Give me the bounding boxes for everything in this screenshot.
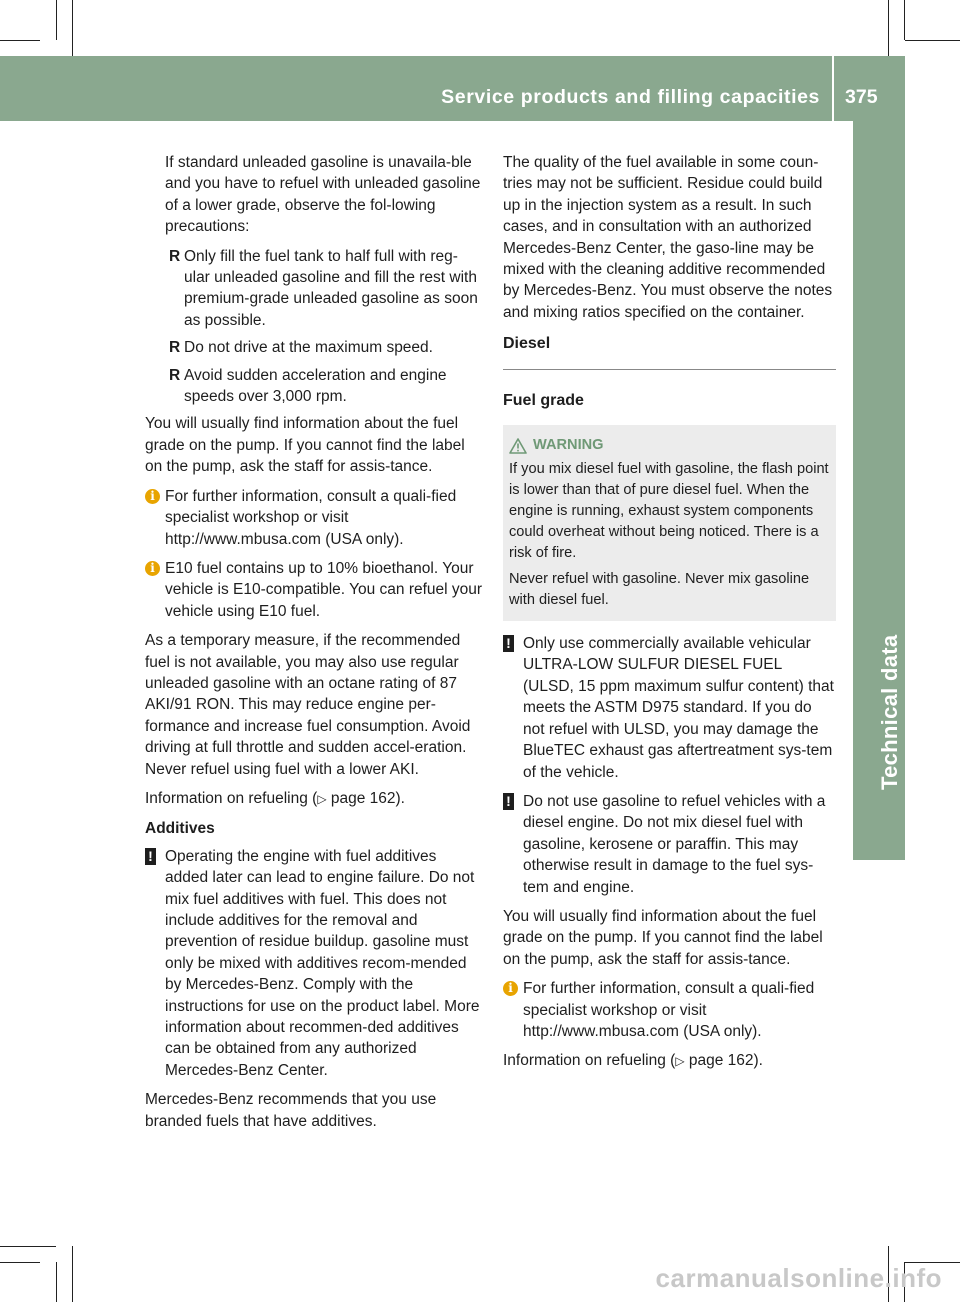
side-block <box>853 816 905 860</box>
crop-mark <box>905 40 960 41</box>
watermark: carmanualsonline.info <box>655 1263 942 1293</box>
info-note <box>503 978 836 1042</box>
list-item: R Avoid sudden acceleration and engine speeds over 3,000 rpm. <box>169 366 447 406</box>
notice-note <box>145 846 483 1081</box>
info-text: E10 fuel contains up to 10% bioethanol. Your vehicle is E10-compatible. You can refuel your vehicle using E10 fuel. <box>165 559 483 620</box>
crop-mark <box>0 40 40 41</box>
info-text: For further information, consult a quali-fied specialist workshop or visit http://www.mbusa.com (USA only). <box>523 980 815 1040</box>
crop-mark <box>72 1246 73 1302</box>
info-icon: i <box>145 489 160 504</box>
fuel-quality-paragraph: The quality of the fuel available in some coun-tries may not be sufficient. Residue could build up in the injection system as a result. In such cases, and in consultation with an authorized Mercedes-Benz Center, the gaso-line may be mixed with the cleaning additive recommended by Mercedes-Benz. You must observe the notes and mixing ratios specified on the container. <box>503 154 833 321</box>
side-tab-label: Technical data <box>877 634 902 790</box>
intro-paragraph: If standard unleaded gasoline is unavaila-ble and you have to refuel with unleaded gasoline of a lower grade, observe the fol-lowing precautions: <box>165 154 481 236</box>
notice-note <box>503 633 836 783</box>
refuel-reference: Information on refueling (▷ page 162). <box>145 789 405 807</box>
warning-text: If you mix diesel fuel with gasoline, the flash point is lower than that of pure diesel fuel. When the engine is running, exhaust system components could overheat without being noticed. There is a risk of fire. <box>509 461 829 562</box>
pump-paragraph: You will usually find information about the fuel grade on the pump. If you cannot find the label on the pump, ask the staff for assis-tance. <box>503 907 823 968</box>
warning-triangle-icon <box>509 438 527 454</box>
page-arrow-icon: ▷ <box>317 791 327 806</box>
info-icon: i <box>145 561 160 576</box>
crop-mark <box>0 1262 40 1263</box>
bullet-icon: R <box>169 366 181 384</box>
warning-text: Never refuel with gasoline. Never mix gasoline with diesel fuel. <box>509 571 810 609</box>
crop-mark <box>888 0 889 56</box>
notice-icon: ! <box>145 848 156 865</box>
list-item: R Do not drive at the maximum speed. <box>145 337 483 358</box>
info-note <box>145 558 483 622</box>
info-text: For further information, consult a quali-fied specialist workshop or visit http://www.mbusa.com (USA only). <box>165 487 457 548</box>
branded-fuels-paragraph: Mercedes-Benz recommends that you use branded fuels that have additives. <box>145 1091 437 1130</box>
header-title: Service products and filling capacities <box>441 86 820 108</box>
fuel-grade-heading: Fuel grade <box>503 391 584 409</box>
notice-text: Only use commercially available vehicular ULTRA-LOW SULFUR DIESEL FUEL (ULSD, 15 ppm maximum sulfur content) that meets the ASTM D975 standard. If you do not refuel with ULSD, you may damage the BlueTEC exhaust gas aftertreatment sys-tem of the vehicle. <box>523 635 834 781</box>
crop-mark <box>72 0 73 56</box>
page-arrow-icon: ▷ <box>675 1054 685 1069</box>
notice-note <box>503 791 836 898</box>
temporary-measure-paragraph: As a temporary measure, if the recommended fuel is not available, you may also use regular unleaded gasoline with an octane rating of 87 AKI/91 RON. This may reduce engine per-formance and increase fuel consumption. Avoid driving at full throttle and sudden accel-eration. Never refuel using fuel with a lower AKI. <box>145 632 471 778</box>
crop-mark <box>0 1246 56 1247</box>
notice-text: Operating the engine with fuel additives added later can lead to engine failure. Do not mix fuel additives with fuel. This does not include additives for the removal and prevention of residue buildup. gasoline must only be mixed with additives recom-mended by Mercedes-Benz. Comply with the instructions for use on the product label. More information about recommen-ded additives can be obtained from any authorized Mercedes-Benz Center. <box>165 847 480 1079</box>
refuel-reference: Information on refueling (▷ page 162). <box>503 1052 763 1070</box>
additives-heading: Additives <box>145 820 215 838</box>
list-item: R Only fill the fuel tank to half full with reg-ular unleaded gasoline and fill the rest with premium-grade unleaded gasoline as soon as possible. <box>169 247 478 329</box>
precautions-list <box>145 246 483 408</box>
info-note <box>145 486 483 550</box>
crop-mark <box>904 0 905 40</box>
left-column <box>145 152 483 1140</box>
right-column <box>503 152 836 1081</box>
bullet-icon: R <box>169 247 181 265</box>
notice-icon: ! <box>503 793 514 810</box>
crop-mark <box>56 0 57 40</box>
header-separator <box>832 56 834 121</box>
warning-box <box>503 425 836 621</box>
notice-icon: ! <box>503 635 514 652</box>
bullet-icon: R <box>169 339 181 357</box>
crop-mark <box>56 1262 57 1302</box>
warning-title: WARNING <box>509 435 830 456</box>
pump-paragraph: You will usually find information about the fuel grade on the pump. If you cannot find the label on the pump, ask the staff for assis-tance. <box>145 415 465 476</box>
info-icon: i <box>503 981 518 996</box>
page-number: 375 <box>845 86 878 108</box>
diesel-heading: Diesel <box>503 333 836 369</box>
notice-text: Do not use gasoline to refuel vehicles with a diesel engine. Do not mix diesel fuel with gasoline, kerosene or paraffin. This may otherwise result in damage to the fuel sys-tem and engine. <box>523 792 826 896</box>
